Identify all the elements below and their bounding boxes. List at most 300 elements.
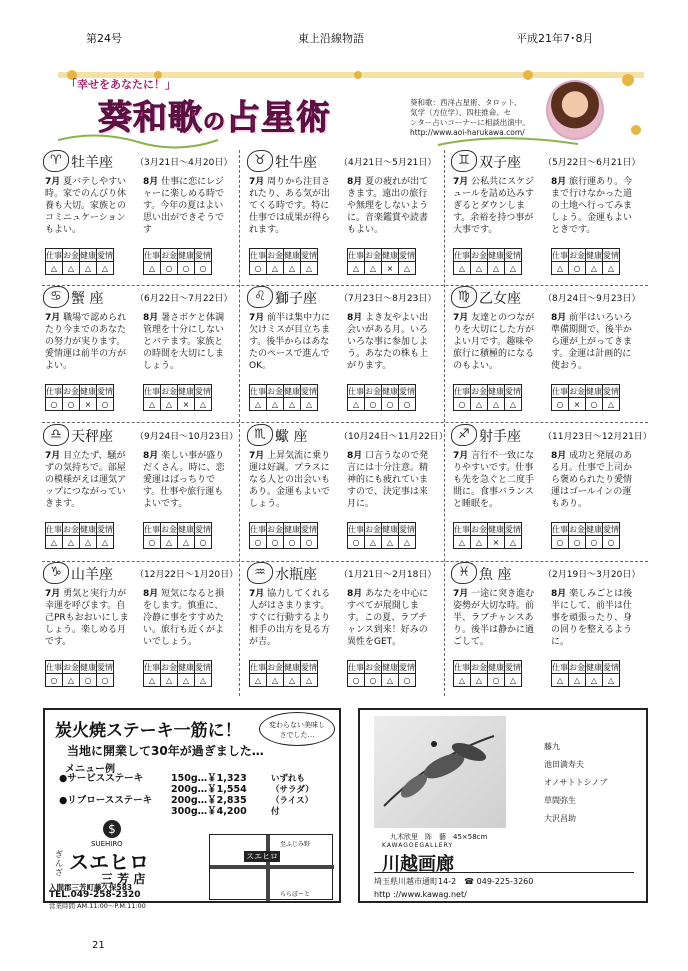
rating-header: お金	[267, 250, 283, 260]
rating-value: △	[267, 398, 284, 411]
rating-value: ×	[382, 262, 399, 275]
rating-header: 愛情	[603, 662, 619, 672]
july-rating-table	[453, 384, 522, 411]
rating-value: ○	[97, 398, 114, 411]
rating-value: △	[488, 262, 505, 275]
rating-value: △	[454, 674, 471, 687]
menu-item: ●サービスステーキ 150g…￥1,323	[59, 773, 247, 784]
rating-header: 健康	[284, 386, 300, 396]
rating-header: 愛情	[505, 524, 521, 534]
rating-value: △	[301, 398, 318, 411]
rating-value: △	[144, 674, 161, 687]
rating-header: 健康	[80, 386, 96, 396]
rating-value: ○	[382, 398, 399, 411]
rating-header: 愛情	[399, 524, 415, 534]
rating-header: お金	[63, 662, 79, 672]
july-fortune: 7月 一途に突き進む姿勢が大切な時。前半、ラブチャンスあり。後半は静かに過ごして。	[453, 589, 535, 647]
sign-name: 天秤座	[71, 429, 113, 445]
august-rating-table	[143, 384, 212, 411]
gallery-url[interactable]: http ://www.kawag.net/	[374, 890, 467, 899]
august-rating-table	[347, 660, 416, 687]
rating-value: ○	[569, 262, 586, 275]
rating-header: 愛情	[399, 662, 415, 672]
rating-header: 仕事	[552, 662, 568, 672]
rating-value: △	[399, 262, 416, 275]
sign-dates: （10月24日～11月22日）	[339, 432, 448, 442]
rating-header: お金	[63, 524, 79, 534]
rating-header: 愛情	[301, 662, 317, 672]
sign-cell	[43, 150, 241, 290]
rating-header: お金	[267, 662, 283, 672]
rating-header: 愛情	[505, 250, 521, 260]
august-rating-table	[143, 522, 212, 549]
july-rating-table	[45, 660, 114, 687]
rating-header: お金	[161, 524, 177, 534]
rating-value: △	[250, 398, 267, 411]
august-rating-table	[347, 384, 416, 411]
rating-value: △	[603, 674, 620, 687]
map-road-label: 至ふじみ野	[280, 841, 311, 848]
rating-value: ○	[365, 674, 382, 687]
rating-value: ○	[586, 398, 603, 411]
rating-header: お金	[569, 250, 585, 260]
july-rating-table	[249, 660, 318, 687]
sign-name: 山羊座	[71, 567, 113, 583]
rating-header: 仕事	[46, 386, 62, 396]
sign-name: 乙女座	[479, 291, 521, 307]
rating-value: △	[284, 674, 301, 687]
rating-header: 健康	[382, 662, 398, 672]
zodiac-symbol-icon: ♍	[451, 286, 477, 308]
publication-title: 東上沿線物語	[298, 32, 364, 45]
banner-slogan: 「幸せをあなたに！」	[66, 78, 176, 91]
july-fortune: 7月 上昇気流に乗り運は好調。プラスになる人との出会いもあり。金運もよいでしょう。	[249, 451, 331, 509]
rating-value: △	[80, 536, 97, 549]
map-store-marker: スエヒロ	[246, 852, 278, 861]
rating-value: △	[552, 674, 569, 687]
rating-header: お金	[63, 250, 79, 260]
rating-value: ○	[586, 536, 603, 549]
rating-header: 仕事	[552, 524, 568, 534]
rating-value: △	[97, 536, 114, 549]
steakhouse-ad	[43, 708, 341, 910]
rating-header: 愛情	[399, 386, 415, 396]
rating-value: △	[144, 398, 161, 411]
rating-value: △	[284, 262, 301, 275]
sign-name: 牡牛座	[275, 155, 317, 171]
rating-header: お金	[365, 386, 381, 396]
august-fortune: 8月 短気になると損をします。慎重に、冷静に事をすすめたい。旅行も近くがよいでしょう。	[143, 589, 225, 647]
sign-dates: （3月21日～4月20日）	[135, 158, 233, 168]
august-rating-table	[143, 248, 212, 275]
rating-header: 健康	[80, 662, 96, 672]
rating-header: お金	[569, 524, 585, 534]
sign-dates: （4月21日～5月21日）	[339, 158, 437, 168]
rating-header: 仕事	[454, 524, 470, 534]
store-tel[interactable]: TEL.049-258-2320	[49, 890, 141, 900]
rating-value: △	[471, 262, 488, 275]
sign-dates: （12月22日～1月20日）	[135, 570, 239, 580]
rating-value: △	[505, 262, 522, 275]
rating-header: 愛情	[505, 386, 521, 396]
rating-header: 仕事	[250, 524, 266, 534]
rating-value: △	[454, 262, 471, 275]
menu-item: 200g…￥1,554	[171, 784, 247, 795]
rating-header: お金	[63, 386, 79, 396]
rating-header: 仕事	[348, 386, 364, 396]
rating-value: ○	[267, 536, 284, 549]
rating-value: ×	[569, 398, 586, 411]
rating-value: △	[365, 262, 382, 275]
sign-name: 双子座	[479, 155, 521, 171]
sign-name: 獅子座	[275, 291, 317, 307]
menu-title: メニュー例	[65, 764, 115, 775]
august-fortune: 8月 あなたを中心にすべてが展開します。この夏、ラブチャンス到来！好みの異性をGET。	[347, 589, 429, 647]
ink-painting-image	[374, 716, 506, 828]
rating-header: お金	[569, 386, 585, 396]
rating-value: △	[471, 674, 488, 687]
rating-value: △	[97, 262, 114, 275]
rating-value: ×	[178, 398, 195, 411]
august-rating-table	[143, 660, 212, 687]
august-rating-table	[551, 660, 620, 687]
august-fortune: 8月 暑さボケと体調管理を十分にしないとバテます。家族との時間を大切にしましょう。	[143, 313, 225, 371]
july-fortune: 7月 周りから注目されたり、ある気が出てくる時です。特に仕事では成果が得られます。	[249, 177, 331, 235]
rating-value: ○	[195, 262, 212, 275]
rating-header: 愛情	[97, 386, 113, 396]
july-rating-table	[45, 522, 114, 549]
zodiac-symbol-icon: ♉	[247, 150, 273, 172]
painting-caption: 九木欣里 阵 藝 45×58cm	[390, 833, 488, 841]
july-fortune: 7月 言行不一致になりやすいです。仕事も先を急ぐと二度手間に。食事バランスと睡眠を。	[453, 451, 535, 509]
rating-header: お金	[569, 662, 585, 672]
rating-value: △	[399, 536, 416, 549]
july-fortune: 7月 勇気と実行力が幸運を呼びます。自己PRもおおいにしましょう。楽しめる月です。	[45, 589, 129, 647]
rating-value: ○	[284, 536, 301, 549]
zodiac-symbol-icon: ♌	[247, 286, 273, 308]
ad-subheadline: 当地に開業して30年が過ぎました…	[67, 744, 264, 758]
rating-header: お金	[161, 662, 177, 672]
rating-value: ○	[552, 398, 569, 411]
rating-header: 仕事	[46, 250, 62, 260]
sign-name: 水瓶座	[275, 567, 317, 583]
map-landmark-label: ららぽーと	[280, 891, 311, 898]
gallery-address: 埼玉県川越市通町14-2 ☎ 049-225-3260	[374, 877, 534, 886]
rating-value: ○	[399, 398, 416, 411]
zodiac-symbol-icon: ♓	[451, 562, 477, 584]
sign-dates: （7月23日～8月23日）	[339, 294, 437, 304]
rating-header: 愛情	[301, 250, 317, 260]
zodiac-symbol-icon: ♊	[451, 150, 477, 172]
rating-value: ○	[178, 262, 195, 275]
august-fortune: 8月 楽しみごとは後半にして、前半は仕事を頑張ったり、身の回りを整えるように。	[551, 589, 633, 647]
sign-cell	[43, 286, 241, 426]
sign-name: 牡羊座	[71, 155, 113, 171]
july-rating-table	[453, 660, 522, 687]
rating-header: 健康	[586, 524, 602, 534]
august-fortune: 8月 よき友やよい出会いがある月。いろいろな事に参加しよう。あなたの株も上がります。	[347, 313, 429, 371]
rating-header: 健康	[178, 524, 194, 534]
rating-header: 健康	[488, 386, 504, 396]
july-rating-table	[249, 522, 318, 549]
rating-value: △	[46, 262, 63, 275]
july-rating-table	[453, 248, 522, 275]
store-name: 三 芳 店	[101, 872, 146, 886]
rating-header: 健康	[80, 524, 96, 534]
store-address: 入間郡三芳町藤久保583	[49, 883, 133, 892]
rating-header: 仕事	[144, 386, 160, 396]
zodiac-symbol-icon: ♒	[247, 562, 273, 584]
rating-value: ○	[603, 536, 620, 549]
rating-header: 健康	[488, 250, 504, 260]
gallery-name-latin: KAWAGOEGALLERY	[382, 842, 454, 849]
store-map	[209, 834, 333, 900]
august-rating-table	[347, 522, 416, 549]
sign-dates: （1月21日～2月18日）	[339, 570, 437, 580]
rating-header: 仕事	[348, 524, 364, 534]
horoscope-banner	[58, 70, 644, 150]
zodiac-symbol-icon: ♐	[451, 424, 477, 446]
rating-value: △	[586, 262, 603, 275]
rating-header: 愛情	[505, 662, 521, 672]
rating-value: △	[144, 262, 161, 275]
rating-header: 健康	[488, 662, 504, 672]
rating-header: 仕事	[250, 662, 266, 672]
rating-value: △	[250, 674, 267, 687]
rating-value: △	[471, 536, 488, 549]
astrologer-profile: 葵和歌：西洋占星術、タロット、 気学（方位学）、四柱推命、セ ンター占いコーナーに相談出演中。 http://www.aoi-harukawa.com/	[410, 98, 550, 138]
rating-header: お金	[471, 250, 487, 260]
rating-value: ○	[97, 674, 114, 687]
rating-value: △	[63, 536, 80, 549]
rating-value: ○	[348, 536, 365, 549]
rating-value: △	[382, 536, 399, 549]
issue-number: 第24号	[86, 32, 122, 45]
rating-header: 愛情	[97, 524, 113, 534]
rating-value: △	[63, 674, 80, 687]
rating-header: 仕事	[552, 250, 568, 260]
rating-value: ○	[301, 536, 318, 549]
rating-header: 愛情	[195, 386, 211, 396]
rating-value: ○	[552, 536, 569, 549]
august-fortune: 8月 夏の疲れが出てきます。遠出の旅行や無理をしないように。音楽鑑賞や読書もよい。	[347, 177, 429, 235]
sign-name: 魚 座	[479, 567, 512, 583]
sign-cell	[247, 562, 445, 702]
rating-header: 仕事	[454, 662, 470, 672]
rating-header: 健康	[488, 524, 504, 534]
rating-value: △	[284, 398, 301, 411]
rating-value: ○	[348, 674, 365, 687]
rating-value: △	[301, 674, 318, 687]
rating-header: 健康	[382, 250, 398, 260]
artist-list: 藤九 池田満寿夫 オノサトトシノブ 草間弥生 大沢昌助	[544, 742, 608, 823]
july-rating-table	[45, 248, 114, 275]
issue-date: 平成21年7･8月	[516, 32, 594, 45]
rating-header: 健康	[284, 250, 300, 260]
rating-value: △	[63, 262, 80, 275]
rating-value: ○	[250, 262, 267, 275]
rating-value: △	[552, 262, 569, 275]
august-rating-table	[551, 384, 620, 411]
rating-value: △	[488, 398, 505, 411]
profile-url[interactable]: http://www.aoi-harukawa.com/	[410, 128, 525, 137]
sign-cell	[451, 150, 649, 290]
august-rating-table	[551, 522, 620, 549]
rating-header: 健康	[382, 524, 398, 534]
rating-header: 仕事	[46, 524, 62, 534]
rating-header: 愛情	[97, 662, 113, 672]
rating-value: △	[178, 674, 195, 687]
rating-header: 仕事	[46, 662, 62, 672]
banner-title: 葵和歌の占星術	[98, 98, 332, 138]
rating-value: △	[505, 536, 522, 549]
rating-value: ×	[488, 536, 505, 549]
sign-name: 蠍 座	[275, 429, 308, 445]
sign-cell	[451, 424, 652, 564]
rating-header: お金	[365, 662, 381, 672]
july-fortune: 7月 友達とのつながりを大切にした方がよい月です。趣味や旅行に積極的になるのもよい。	[453, 313, 535, 371]
astrologer-portrait	[546, 80, 604, 140]
store-hours: 営業時間 AM.11:00～P.M.11:00	[49, 902, 146, 910]
rating-value: ○	[195, 536, 212, 549]
rating-header: お金	[365, 250, 381, 260]
july-fortune: 7月 公私共にスケジュールを詰め込みすぎるとダウンします。余裕を持つ事が大事です。	[453, 177, 534, 235]
rating-header: 愛情	[399, 250, 415, 260]
rating-value: △	[348, 398, 365, 411]
menu-list	[59, 773, 247, 817]
rating-header: 愛情	[195, 524, 211, 534]
rating-value: △	[46, 536, 63, 549]
menu-item: 300g…￥4,200	[171, 806, 247, 817]
july-fortune: 7月 協力してくれる人がはさまります。すぐに行動するより相手の出方を見る方が吉。	[249, 589, 331, 647]
rating-value: ×	[80, 398, 97, 411]
rating-header: 健康	[178, 386, 194, 396]
rating-value: ○	[365, 398, 382, 411]
rating-header: 仕事	[454, 386, 470, 396]
august-fortune: 8月 成功と発展のある月。仕事で上司から褒められたり愛情運はゴールインの運もあり。	[551, 451, 633, 509]
july-fortune: 7月 夏バテしやすい時。家でのんびり休養も大切。家族とのコミニュケーションもよい。	[45, 177, 127, 235]
rating-header: お金	[161, 386, 177, 396]
rating-value: △	[586, 674, 603, 687]
rating-value: ○	[63, 398, 80, 411]
sign-dates: （2月19日～3月20日）	[543, 570, 641, 580]
sign-dates: （9月24日～10月23日）	[135, 432, 239, 442]
rating-header: 健康	[586, 250, 602, 260]
rating-header: 仕事	[250, 386, 266, 396]
rating-value: ○	[569, 536, 586, 549]
rating-header: お金	[365, 524, 381, 534]
suehiro-logo-icon: $	[103, 820, 121, 838]
gallery-name: 川越画廊	[382, 854, 454, 875]
rating-value: △	[301, 262, 318, 275]
rating-value: ○	[161, 262, 178, 275]
rating-header: 愛情	[195, 662, 211, 672]
rating-header: 愛情	[301, 386, 317, 396]
gallery-ad	[358, 708, 648, 903]
rating-header: 愛情	[603, 250, 619, 260]
rating-value: △	[195, 398, 212, 411]
rating-value: △	[365, 536, 382, 549]
sign-name: 射手座	[479, 429, 521, 445]
sign-dates: （11月23日～12月21日）	[543, 432, 652, 442]
rating-value: △	[471, 398, 488, 411]
rating-header: お金	[267, 524, 283, 534]
rating-header: 仕事	[144, 662, 160, 672]
rating-header: 愛情	[301, 524, 317, 534]
rating-value: △	[603, 262, 620, 275]
side-dish-note: いずれも（サラダ）（ライス）付	[271, 774, 314, 817]
brand-latin: SUEHIRO	[91, 840, 123, 848]
rating-header: 健康	[586, 386, 602, 396]
rating-value: △	[505, 398, 522, 411]
sign-dates: （5月22日～6月21日）	[543, 158, 641, 168]
zodiac-symbol-icon: ♈	[43, 150, 69, 172]
gallery-divider	[374, 872, 634, 873]
ad-speech-bubble: 変わらない美味しさでした…	[259, 712, 335, 746]
brand-name: スエヒロ	[69, 850, 149, 874]
july-rating-table	[249, 248, 318, 275]
july-rating-table	[249, 384, 318, 411]
rating-value: △	[454, 536, 471, 549]
rating-header: お金	[267, 386, 283, 396]
rating-header: 健康	[80, 250, 96, 260]
august-fortune: 8月 前半はいろいろ準備期間で、後半から運が上がってきます。金運は計画的に使おう。	[551, 313, 633, 371]
sign-name: 蟹 座	[71, 291, 104, 307]
rating-value: △	[569, 674, 586, 687]
rating-header: お金	[161, 250, 177, 260]
july-fortune: 7月 目立たず、騒がずの気持ちで。部屋の模様がえは運気アップにつながっていきます。	[45, 451, 127, 509]
rating-header: 健康	[178, 662, 194, 672]
rating-header: 愛情	[195, 250, 211, 260]
july-rating-table	[45, 384, 114, 411]
rating-header: 愛情	[603, 386, 619, 396]
rating-header: 健康	[284, 662, 300, 672]
rating-value: ○	[250, 536, 267, 549]
rating-value: △	[80, 262, 97, 275]
rating-header: お金	[471, 524, 487, 534]
rating-header: 健康	[178, 250, 194, 260]
august-fortune: 8月 楽しい事が盛りだくさん。時に、恋愛運はばっちりです。仕事や旅行運もよいです。	[143, 451, 225, 509]
brand-prefix: ぎんざ	[55, 850, 63, 877]
rating-header: 健康	[284, 524, 300, 534]
rating-header: 仕事	[250, 250, 266, 260]
rating-value: ○	[454, 398, 471, 411]
rating-header: 愛情	[97, 250, 113, 260]
rating-value: ○	[399, 674, 416, 687]
august-rating-table	[551, 248, 620, 275]
rating-header: 健康	[586, 662, 602, 672]
rating-value: △	[382, 674, 399, 687]
rating-value: △	[161, 536, 178, 549]
july-rating-table	[453, 522, 522, 549]
rating-value: △	[267, 674, 284, 687]
sign-cell	[43, 424, 241, 564]
menu-item: ●リブロースステーキ 200g…￥2,835	[59, 795, 247, 806]
july-fortune: 7月 前半は集中力に欠けミスが目立ちます。後半からはあなたのペースで進んでOK。	[249, 313, 331, 371]
sign-cell	[247, 424, 448, 564]
rating-value: △	[161, 674, 178, 687]
rating-header: 愛情	[603, 524, 619, 534]
rating-header: 健康	[382, 386, 398, 396]
sign-cell	[247, 286, 445, 426]
page-number: 21	[92, 940, 105, 951]
rating-value: ○	[144, 536, 161, 549]
sign-cell	[451, 286, 649, 426]
rating-value: ○	[46, 398, 63, 411]
zodiac-symbol-icon: ♋	[43, 286, 69, 308]
zodiac-symbol-icon: ♑	[43, 562, 69, 584]
ad-headline: 炭火焼ステーキ一筋に！	[55, 721, 242, 741]
